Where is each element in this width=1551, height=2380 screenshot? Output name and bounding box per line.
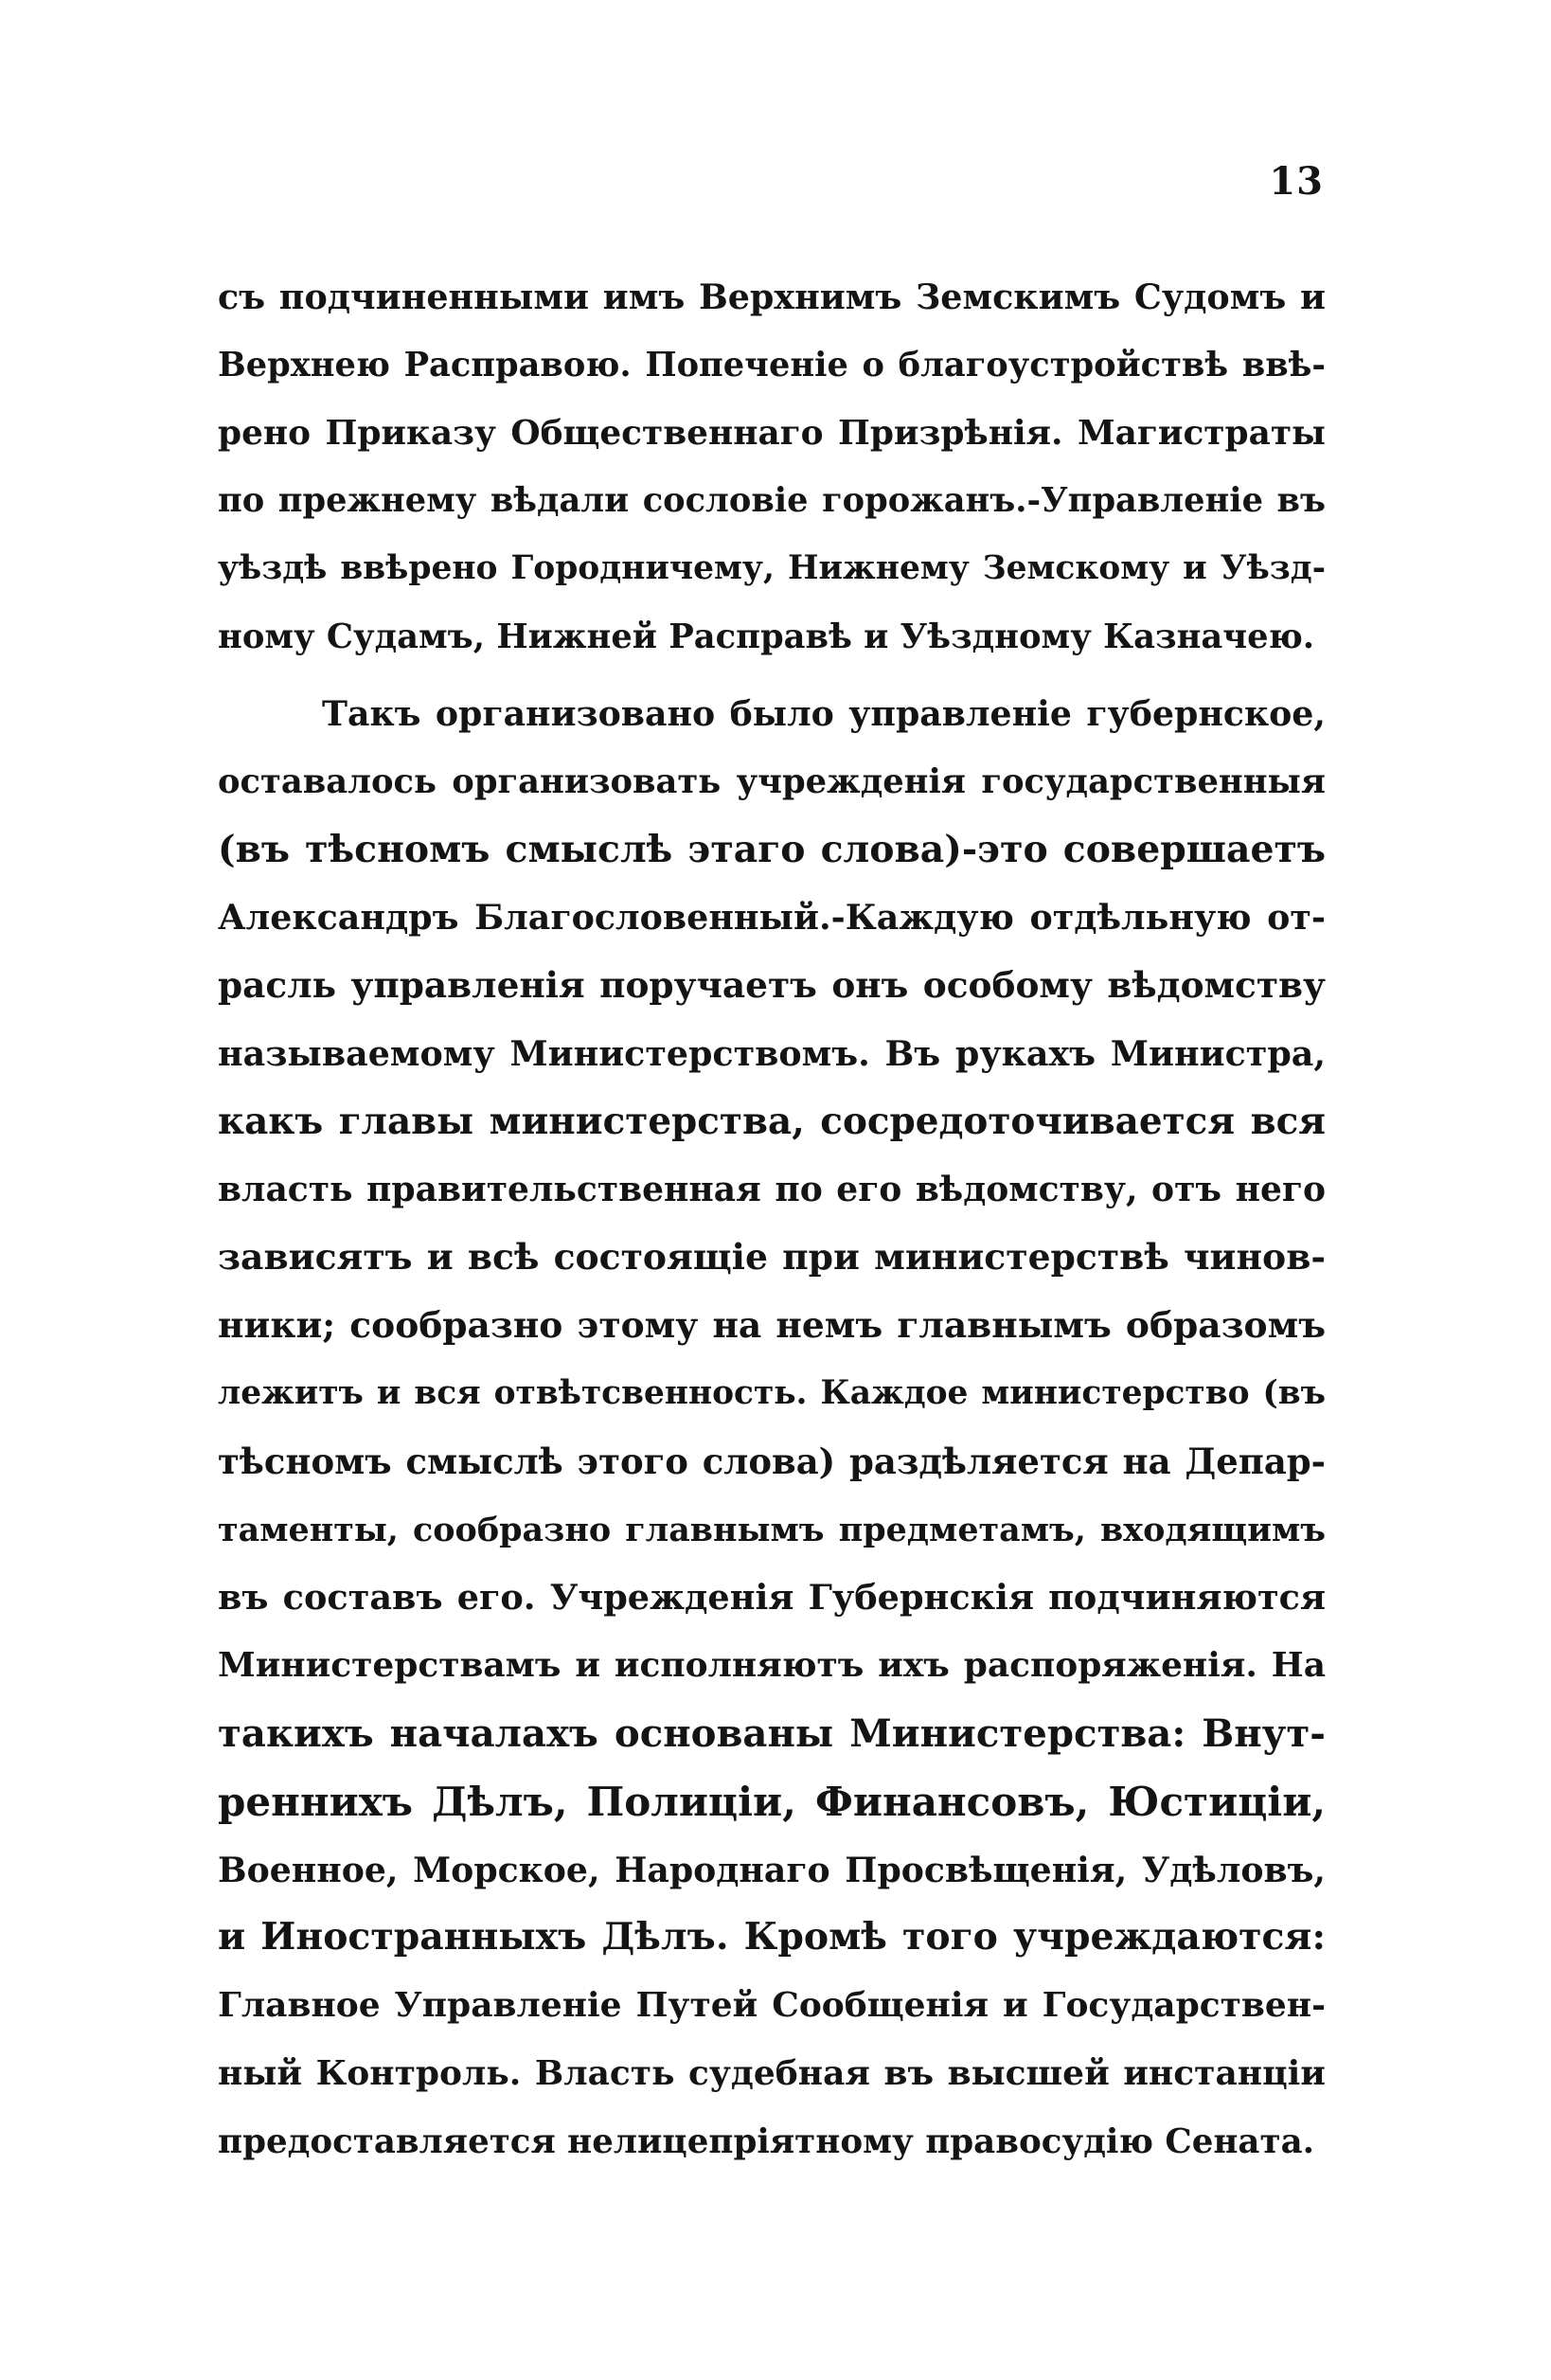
text-line: власть правительственная по его вѣдомству, отъ него — [218, 1169, 1326, 1209]
text-line: оставалось организовать учрежденія государственныя — [218, 761, 1326, 801]
text-line: (въ тѣсномъ смыслѣ этаго слова)-это совершаетъ — [218, 827, 1326, 871]
text-line: Верхнею Расправою. Попеченіе о благоустройствѣ ввѣ- — [218, 345, 1326, 385]
text-line: зависятъ и всѣ состоящіе при министерствѣ чинов- — [218, 1236, 1326, 1279]
text-line: Военное, Морское, Народнаго Просвѣщенія, Удѣловъ, — [218, 1849, 1326, 1890]
page-number: 13 — [1269, 159, 1324, 204]
text-line: таменты, сообразно главнымъ предметамъ, входящимъ — [218, 1510, 1326, 1549]
text-line: съ подчиненными имъ Верхнимъ Земскимъ Судомъ и — [218, 277, 1326, 317]
text-line: предоставляется нелицепріятному правосудію Сената. — [218, 2121, 1315, 2161]
text-line: Александръ Благословенный.-Каждую отдѣльную от- — [218, 897, 1326, 939]
text-line: въ составъ его. Учрежденія Губернскія подчиняются — [218, 1577, 1326, 1619]
text-line: лежитъ и вся отвѣтсвенность. Каждое министерство (въ — [218, 1373, 1326, 1412]
text-line: и Иностранныхъ Дѣлъ. Кромѣ того учреждаются: — [218, 1915, 1326, 1959]
text-line: ному Судамъ, Нижней Расправѣ и Уѣздному Казначею. — [218, 617, 1315, 656]
text-line: называемому Министерствомъ. Въ рукахъ Министра, — [218, 1032, 1326, 1074]
text-line: уѣздѣ ввѣрено Городничему, Нижнему Земскому и Уѣзд- — [218, 549, 1326, 588]
paragraph-1 — [218, 263, 1326, 671]
text-line: рено Приказу Общественнаго Призрѣнія. Магистраты — [218, 412, 1326, 453]
text-line: какъ главы министерства, сосредоточивается вся — [218, 1099, 1326, 1143]
text-line: такихъ началахъ основаны Министерства: Внут- — [218, 1710, 1326, 1756]
text-line: Главное Управленіе Путей Сообщенія и Государствен- — [218, 1985, 1326, 2026]
text-line: реннихъ Дѣлъ, Полиціи, Финансовъ, Юстиціи, — [218, 1778, 1326, 1825]
text-line: по прежнему вѣдали сословіе горожанъ.-Управленіе въ — [218, 481, 1326, 521]
text-line: Министерствамъ и исполняютъ ихъ распоряженія. На — [218, 1645, 1326, 1686]
paragraph-2 — [218, 680, 1326, 2176]
text-line: ный Контроль. Власть судебная въ высшей инстанціи — [218, 2052, 1326, 2093]
text-line: расль управленія поручаетъ онъ особому вѣдомству — [218, 964, 1326, 1007]
text-line: ники; сообразно этому на немъ главнымъ образомъ — [218, 1304, 1326, 1347]
text-line: тѣсномъ смыслѣ этого слова) раздѣляется на Депар- — [218, 1440, 1326, 1482]
text-line: Такъ организовано было управленіе губернское, — [322, 693, 1326, 734]
